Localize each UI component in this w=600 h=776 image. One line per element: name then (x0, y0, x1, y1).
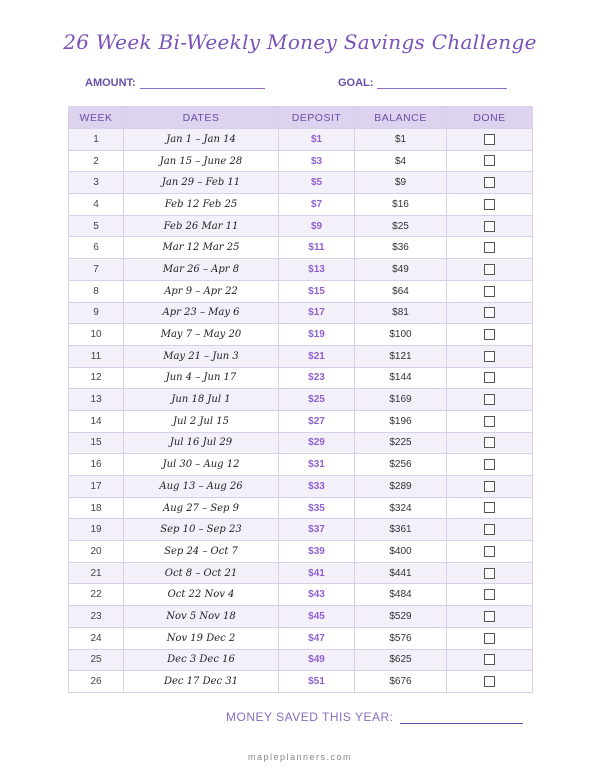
table-row (69, 497, 533, 519)
done-cell (447, 497, 533, 519)
deposit-cell: $1 (279, 129, 355, 151)
done-cell (447, 476, 533, 498)
done-checkbox[interactable] (484, 524, 495, 535)
balance-cell: $625 (355, 649, 447, 671)
done-cell (447, 410, 533, 432)
done-cell (447, 627, 533, 649)
balance-cell: $256 (355, 454, 447, 476)
table-row (69, 627, 533, 649)
header-deposit: DEPOSIT (279, 107, 355, 129)
done-cell (447, 671, 533, 693)
deposit-cell: $51 (279, 671, 355, 693)
week-cell: 15 (69, 432, 124, 454)
dates-cell: Oct 22 Nov 4 (124, 584, 279, 606)
deposit-cell: $35 (279, 497, 355, 519)
done-checkbox[interactable] (484, 611, 495, 622)
week-cell: 5 (69, 215, 124, 237)
deposit-cell: $37 (279, 519, 355, 541)
done-checkbox[interactable] (484, 633, 495, 644)
balance-cell: $16 (355, 194, 447, 216)
table-header-row (69, 107, 533, 129)
deposit-cell: $5 (279, 172, 355, 194)
table-row (69, 649, 533, 671)
week-cell: 13 (69, 389, 124, 411)
money-saved-field (226, 710, 523, 724)
table-row (69, 237, 533, 259)
dates-cell: Jul 16 Jul 29 (124, 432, 279, 454)
done-checkbox[interactable] (484, 676, 495, 687)
done-cell (447, 562, 533, 584)
deposit-cell: $9 (279, 215, 355, 237)
header-balance: BALANCE (355, 107, 447, 129)
balance-cell: $144 (355, 367, 447, 389)
deposit-cell: $3 (279, 150, 355, 172)
deposit-cell: $31 (279, 454, 355, 476)
week-cell: 9 (69, 302, 124, 324)
balance-cell: $289 (355, 476, 447, 498)
done-checkbox[interactable] (484, 589, 495, 600)
week-cell: 4 (69, 194, 124, 216)
done-checkbox[interactable] (484, 416, 495, 427)
footer-site: mapleplanners.com (247, 752, 353, 762)
dates-cell: Oct 8 – Oct 21 (124, 562, 279, 584)
done-checkbox[interactable] (484, 502, 495, 513)
table-row (69, 302, 533, 324)
done-cell (447, 215, 533, 237)
dates-cell: Jul 30 – Aug 12 (124, 454, 279, 476)
done-cell (447, 432, 533, 454)
done-cell (447, 454, 533, 476)
dates-cell: Jun 18 Jul 1 (124, 389, 279, 411)
amount-label: AMOUNT: (85, 77, 136, 89)
done-cell (447, 606, 533, 628)
week-cell: 6 (69, 237, 124, 259)
done-checkbox[interactable] (484, 568, 495, 579)
week-cell: 14 (69, 410, 124, 432)
deposit-cell: $13 (279, 259, 355, 281)
deposit-cell: $47 (279, 627, 355, 649)
goal-label: GOAL: (338, 77, 374, 89)
table-row (69, 584, 533, 606)
dates-cell: Jan 15 – June 28 (124, 150, 279, 172)
deposit-cell: $11 (279, 237, 355, 259)
week-cell: 3 (69, 172, 124, 194)
table-row (69, 280, 533, 302)
table-row (69, 606, 533, 628)
table-row (69, 324, 533, 346)
balance-cell: $81 (355, 302, 447, 324)
dates-cell: May 7 – May 20 (124, 324, 279, 346)
balance-cell: $25 (355, 215, 447, 237)
table-row (69, 259, 533, 281)
goal-field (338, 77, 507, 89)
table-row (69, 541, 533, 563)
done-cell (447, 129, 533, 151)
week-cell: 23 (69, 606, 124, 628)
done-checkbox[interactable] (484, 654, 495, 665)
balance-cell: $1 (355, 129, 447, 151)
done-cell (447, 324, 533, 346)
goal-input-line[interactable] (377, 88, 507, 89)
done-cell (447, 172, 533, 194)
balance-cell: $441 (355, 562, 447, 584)
table-row (69, 476, 533, 498)
done-checkbox[interactable] (484, 242, 495, 253)
table-row (69, 150, 533, 172)
balance-cell: $196 (355, 410, 447, 432)
header-done: DONE (447, 107, 533, 129)
done-checkbox[interactable] (484, 481, 495, 492)
done-checkbox[interactable] (484, 546, 495, 557)
deposit-cell: $41 (279, 562, 355, 584)
done-checkbox[interactable] (484, 394, 495, 405)
table-row (69, 172, 533, 194)
done-cell (447, 259, 533, 281)
balance-cell: $529 (355, 606, 447, 628)
table-row (69, 671, 533, 693)
dates-cell: Sep 10 – Sep 23 (124, 519, 279, 541)
table-row (69, 367, 533, 389)
header-dates: DATES (124, 107, 279, 129)
week-cell: 18 (69, 497, 124, 519)
money-saved-label: MONEY SAVED THIS YEAR: (226, 710, 394, 724)
deposit-cell: $33 (279, 476, 355, 498)
dates-cell: Feb 12 Feb 25 (124, 194, 279, 216)
dates-cell: Mar 12 Mar 25 (124, 237, 279, 259)
done-cell (447, 280, 533, 302)
deposit-cell: $43 (279, 584, 355, 606)
done-cell (447, 150, 533, 172)
done-cell (447, 367, 533, 389)
done-cell (447, 519, 533, 541)
week-cell: 16 (69, 454, 124, 476)
week-cell: 8 (69, 280, 124, 302)
dates-cell: Mar 26 – Apr 8 (124, 259, 279, 281)
week-cell: 19 (69, 519, 124, 541)
balance-cell: $36 (355, 237, 447, 259)
dates-cell: Dec 3 Dec 16 (124, 649, 279, 671)
table-row (69, 345, 533, 367)
table-row (69, 129, 533, 151)
dates-cell: Nov 5 Nov 18 (124, 606, 279, 628)
week-cell: 2 (69, 150, 124, 172)
deposit-cell: $17 (279, 302, 355, 324)
dates-cell: Jan 29 – Feb 11 (124, 172, 279, 194)
week-cell: 1 (69, 129, 124, 151)
balance-cell: $361 (355, 519, 447, 541)
done-cell (447, 302, 533, 324)
table-row (69, 389, 533, 411)
deposit-cell: $27 (279, 410, 355, 432)
dates-cell: Aug 13 – Aug 26 (124, 476, 279, 498)
done-cell (447, 237, 533, 259)
balance-cell: $484 (355, 584, 447, 606)
done-checkbox[interactable] (484, 329, 495, 340)
balance-cell: $225 (355, 432, 447, 454)
dates-cell: Jul 2 Jul 15 (124, 410, 279, 432)
done-cell (447, 584, 533, 606)
done-checkbox[interactable] (484, 437, 495, 448)
week-cell: 22 (69, 584, 124, 606)
week-cell: 7 (69, 259, 124, 281)
done-checkbox[interactable] (484, 134, 495, 145)
dates-cell: Apr 23 – May 6 (124, 302, 279, 324)
dates-cell: Apr 9 – Apr 22 (124, 280, 279, 302)
balance-cell: $9 (355, 172, 447, 194)
deposit-cell: $29 (279, 432, 355, 454)
dates-cell: Dec 17 Dec 31 (124, 671, 279, 693)
table-row (69, 454, 533, 476)
balance-cell: $576 (355, 627, 447, 649)
dates-cell: Jun 4 – Jun 17 (124, 367, 279, 389)
done-cell (447, 389, 533, 411)
deposit-cell: $39 (279, 541, 355, 563)
money-saved-input-line[interactable] (400, 711, 523, 724)
done-checkbox[interactable] (484, 199, 495, 210)
amount-input-line[interactable] (140, 88, 265, 89)
week-cell: 25 (69, 649, 124, 671)
balance-cell: $100 (355, 324, 447, 346)
savings-table (68, 106, 533, 693)
deposit-cell: $45 (279, 606, 355, 628)
table-row (69, 562, 533, 584)
header-week: WEEK (69, 107, 124, 129)
done-cell (447, 345, 533, 367)
done-cell (447, 541, 533, 563)
table-row (69, 215, 533, 237)
amount-field (85, 77, 265, 89)
deposit-cell: $23 (279, 367, 355, 389)
balance-cell: $49 (355, 259, 447, 281)
done-cell (447, 194, 533, 216)
deposit-cell: $19 (279, 324, 355, 346)
table-row (69, 194, 533, 216)
week-cell: 21 (69, 562, 124, 584)
deposit-cell: $25 (279, 389, 355, 411)
dates-cell: Sep 24 – Oct 7 (124, 541, 279, 563)
balance-cell: $64 (355, 280, 447, 302)
table-body (69, 129, 533, 693)
balance-cell: $324 (355, 497, 447, 519)
table-row (69, 519, 533, 541)
deposit-cell: $7 (279, 194, 355, 216)
done-checkbox[interactable] (484, 372, 495, 383)
dates-cell: Nov 19 Dec 2 (124, 627, 279, 649)
done-checkbox[interactable] (484, 221, 495, 232)
dates-cell: Feb 26 Mar 11 (124, 215, 279, 237)
done-checkbox[interactable] (484, 264, 495, 275)
week-cell: 24 (69, 627, 124, 649)
table-row (69, 432, 533, 454)
dates-cell: Aug 27 – Sep 9 (124, 497, 279, 519)
week-cell: 26 (69, 671, 124, 693)
done-checkbox[interactable] (484, 307, 495, 318)
week-cell: 11 (69, 345, 124, 367)
deposit-cell: $49 (279, 649, 355, 671)
balance-cell: $676 (355, 671, 447, 693)
week-cell: 20 (69, 541, 124, 563)
deposit-cell: $21 (279, 345, 355, 367)
done-cell (447, 649, 533, 671)
week-cell: 17 (69, 476, 124, 498)
balance-cell: $121 (355, 345, 447, 367)
balance-cell: $169 (355, 389, 447, 411)
dates-cell: May 21 – Jun 3 (124, 345, 279, 367)
dates-cell: Jan 1 – Jan 14 (124, 129, 279, 151)
done-checkbox[interactable] (484, 351, 495, 362)
page-title: 26 Week Bi-Weekly Money Savings Challenge (63, 30, 537, 54)
balance-cell: $400 (355, 541, 447, 563)
table-row (69, 410, 533, 432)
done-checkbox[interactable] (484, 155, 495, 166)
done-checkbox[interactable] (484, 459, 495, 470)
deposit-cell: $15 (279, 280, 355, 302)
done-checkbox[interactable] (484, 286, 495, 297)
done-checkbox[interactable] (484, 177, 495, 188)
week-cell: 10 (69, 324, 124, 346)
balance-cell: $4 (355, 150, 447, 172)
week-cell: 12 (69, 367, 124, 389)
